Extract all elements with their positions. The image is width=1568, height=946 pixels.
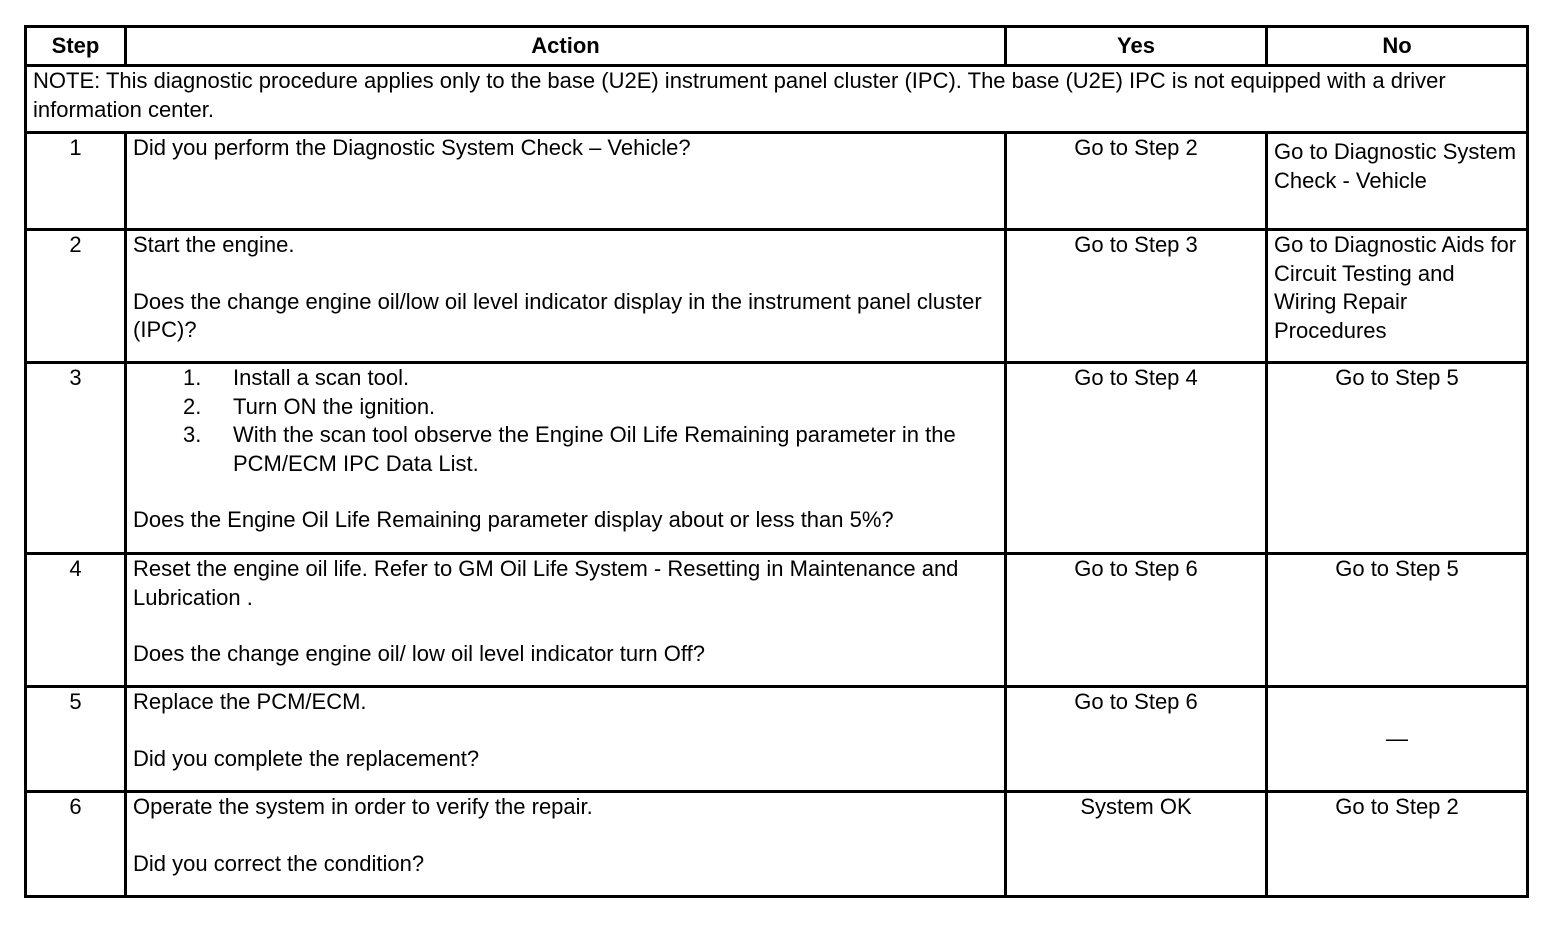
action-question: Did you correct the condition? xyxy=(133,850,425,876)
diagnostic-table xyxy=(24,25,1529,898)
header-row xyxy=(26,27,1528,66)
action-cell xyxy=(126,363,1006,554)
header-no: No xyxy=(1267,27,1528,66)
header-yes: Yes xyxy=(1006,27,1267,66)
action-text: Replace the PCM/ECM. xyxy=(133,689,367,714)
yes-cell: Go to Step 4 xyxy=(1006,363,1267,554)
step-number: 6 xyxy=(26,792,126,897)
step-number: 4 xyxy=(26,554,126,687)
action-text: Operate the system in order to verify the repair. xyxy=(133,794,593,819)
action-text: Did you perform the Diagnostic System Check – Vehicle? xyxy=(133,135,691,160)
table-row xyxy=(26,554,1528,687)
yes-cell: Go to Step 2 xyxy=(1006,133,1267,230)
substep-item xyxy=(183,393,998,422)
action-text: Start the engine. xyxy=(133,232,295,257)
no-cell: Go to Step 2 xyxy=(1267,792,1528,897)
action-text: Reset the engine oil life. Refer to GM Oil Life System - Resetting in Maintenance and Lubrication . xyxy=(133,556,959,610)
action-cell xyxy=(126,687,1006,792)
header-action: Action xyxy=(126,27,1006,66)
action-cell xyxy=(126,230,1006,363)
substep-text: Install a scan tool. xyxy=(233,365,410,390)
table-row xyxy=(26,687,1528,792)
yes-cell: Go to Step 6 xyxy=(1006,687,1267,792)
substep-text: With the scan tool observe the Engine Oil Life Remaining parameter in the PCM/ECM IPC Data List. xyxy=(233,422,956,476)
action-question: Does the change engine oil/low oil level indicator display in the instrument panel cluster (IPC)? xyxy=(133,288,982,342)
table-row xyxy=(26,133,1528,230)
step-number: 3 xyxy=(26,363,126,554)
substep-number: 3. xyxy=(183,422,202,447)
no-cell: Go to Step 5 xyxy=(1267,363,1528,554)
no-cell: — xyxy=(1267,687,1528,792)
step-number: 1 xyxy=(26,133,126,230)
action-cell xyxy=(126,792,1006,897)
substep-item xyxy=(183,421,998,478)
action-question: Did you complete the replacement? xyxy=(133,745,480,771)
step-number: 2 xyxy=(26,230,126,363)
action-question: Does the Engine Oil Life Remaining parameter display about or less than 5%? xyxy=(133,507,894,532)
yes-cell: Go to Step 3 xyxy=(1006,230,1267,363)
substep-item xyxy=(183,364,998,393)
no-cell: Go to Step 5 xyxy=(1267,554,1528,687)
substep-number: 1. xyxy=(183,365,202,390)
yes-cell: Go to Step 6 xyxy=(1006,554,1267,687)
note-text: NOTE: This diagnostic procedure applies only to the base (U2E) instrument panel cluster (IPC). The base (U2E) IPC is not equipped with a driver information center. xyxy=(26,66,1528,133)
yes-cell: System OK xyxy=(1006,792,1267,897)
no-cell: Go to Diagnostic System Check - Vehicle xyxy=(1267,133,1528,230)
action-cell xyxy=(126,133,1006,230)
substep-list xyxy=(133,364,998,478)
table-row xyxy=(26,792,1528,897)
no-cell: Go to Diagnostic Aids for Circuit Testing and Wiring Repair Procedures xyxy=(1267,230,1528,363)
note-row xyxy=(26,66,1528,133)
substep-number: 2. xyxy=(183,393,202,419)
action-cell xyxy=(126,554,1006,687)
table-row xyxy=(26,230,1528,363)
action-question: Does the change engine oil/ low oil level indicator turn Off? xyxy=(133,641,705,666)
table-row xyxy=(26,363,1528,554)
step-number: 5 xyxy=(26,687,126,792)
substep-text: Turn ON the ignition. xyxy=(233,393,436,419)
header-step: Step xyxy=(26,27,126,66)
